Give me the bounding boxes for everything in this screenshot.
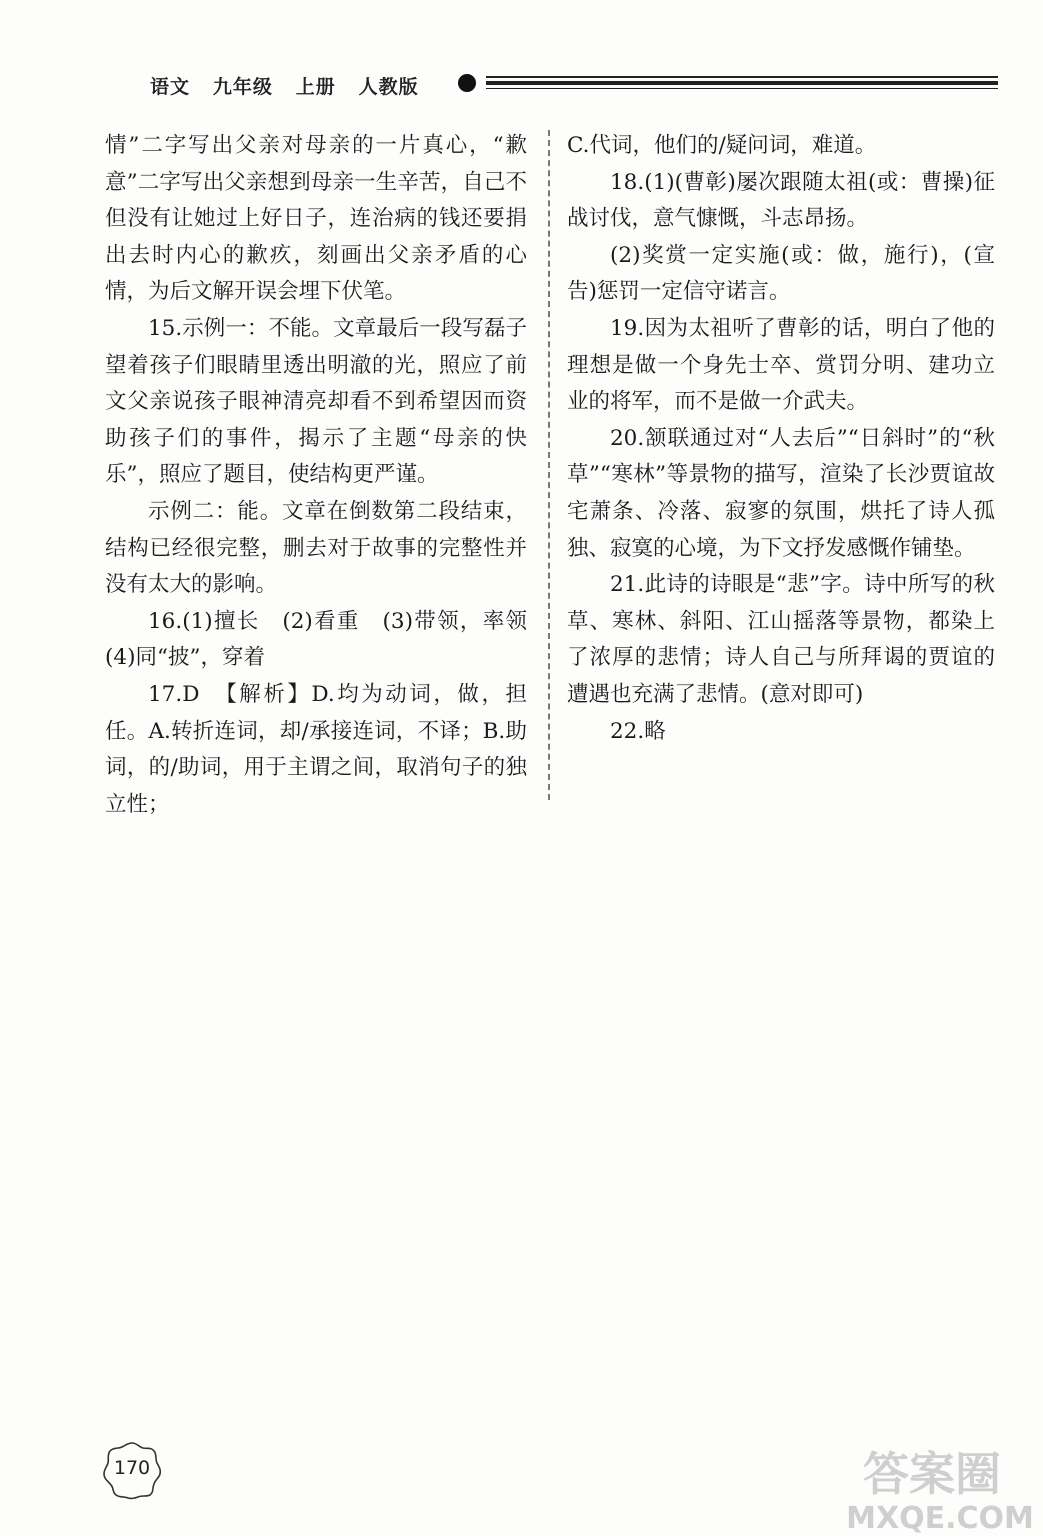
- answer-paragraph: C.代词，他们的/疑问词，难道。: [567, 133, 877, 158]
- page-header: [0, 0, 1043, 110]
- answer-column-left: [105, 128, 549, 823]
- answer-paragraph: 16.(1)擅长 (2)看重 (3)带领，率领 (4)同“披”，穿着: [105, 608, 549, 671]
- answer-paragraph: 20.颔联通过对“人去后”“日斜时”的“秋草”“寒林”等景物的描写，渲染了长沙贾谊故宅萧条、冷落、寂寥的氛围，烘托了诗人孤独、寂寞的心境，为下文抒发感慨作铺垫。: [567, 425, 995, 561]
- watermark-logo-icon: [840, 1440, 1040, 1536]
- column-divider: [548, 130, 550, 800]
- header-rule: [486, 81, 998, 85]
- header-rule: [486, 88, 998, 89]
- answer-paragraph: 18.(1)(曹彰)屡次跟随太祖(或：曹操)征战讨伐，意气慷慨，斗志昂扬。: [567, 169, 995, 232]
- answer-column-right: [567, 128, 995, 750]
- header-title: [150, 72, 419, 99]
- header-volume: 上册: [295, 76, 336, 98]
- header-grade: 九年级: [212, 76, 273, 98]
- watermark-url: MXQE.COM: [846, 1501, 1034, 1536]
- header-subject: 语文: [150, 76, 191, 98]
- answer-paragraph: 示例二：能。文章在倒数第二段结束，结构已经很完整，删去对于故事的完整性并没有太大的影响。: [105, 498, 527, 598]
- answer-paragraph: 15.示例一：不能。文章最后一段写磊子望着孩子们眼睛里透出明澈的光，照应了前文父亲说孩子眼神清亮却看不到希望因而资助孩子们的事件，揭示了主题“母亲的快乐”，照应了题目，使结构更严谨。: [105, 315, 527, 488]
- watermark-text: 答案圈: [863, 1447, 1001, 1501]
- answer-paragraph: 情”二字写出父亲对母亲的一片真心，“歉意”二字写出父亲想到母亲一生辛苦，自己不但没有让她过上好日子，连治病的钱还要捐出去时内心的歉疚，刻画出父亲矛盾的心情，为后文解开误会埋下伏笔。: [105, 133, 527, 305]
- answer-paragraph: 19.因为太祖听了曹彰的话，明白了他的理想是做一个身先士卒、赏罚分明、建功立业的将军，而不是做一介武夫。: [567, 315, 995, 415]
- answer-paragraph: 22.略: [610, 718, 666, 744]
- header-edition: 人教版: [358, 76, 419, 98]
- header-rule: [486, 76, 998, 78]
- answer-paragraph: 21.此诗的诗眼是“悲”字。诗中所写的秋草、寒林、斜阳、江山摇落等景物，都染上了浓厚的悲情；诗人自己与所拜谒的贾谊的遭遇也充满了悲情。(意对即可): [567, 572, 995, 707]
- answer-paragraph: (2)奖赏一定实施(或：做，施行)，(宣告)惩罚一定信守诺言。: [567, 242, 995, 305]
- header-bullet-icon: [458, 74, 476, 92]
- page-number: 170: [113, 1457, 151, 1479]
- answer-paragraph: 17.D 【解析】D.均为动词，做，担任。A.转折连词，却/承接连词，不译；B.助词，的/助词，用于主谓之间，取消句子的独立性；: [105, 681, 527, 817]
